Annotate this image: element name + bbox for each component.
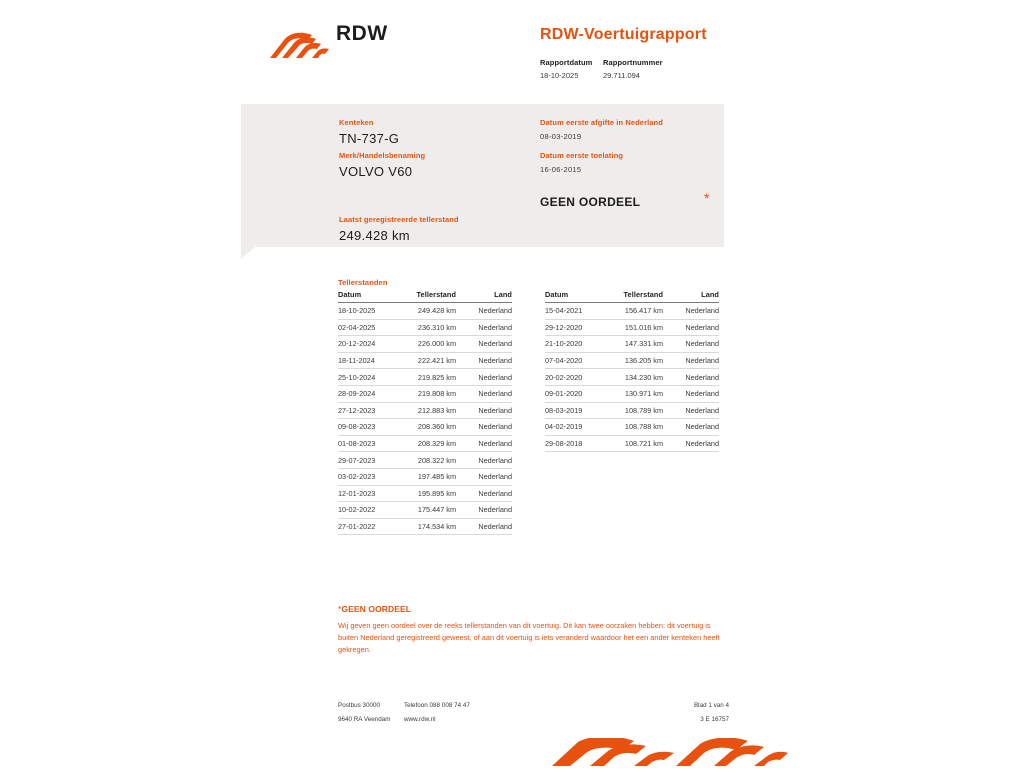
laatste-tellerstand-label: Laatst geregistreerde tellerstand (339, 215, 459, 224)
cell-land: Nederland (671, 319, 719, 336)
cell-datum: 02-04-2025 (338, 319, 397, 336)
cell-datum: 20-12-2024 (338, 336, 397, 353)
eerste-afgifte-label: Datum eerste afgifte in Nederland (540, 118, 663, 127)
cell-datum: 03-02-2023 (338, 468, 397, 485)
table-row (338, 419, 512, 436)
table-row (338, 468, 512, 485)
cell-tellerstand: 222.421 km (397, 352, 464, 369)
column-header-datum: Datum (545, 290, 604, 303)
cell-tellerstand: 130.971 km (604, 385, 671, 402)
kenteken-field (339, 118, 399, 146)
cell-land: Nederland (464, 402, 512, 419)
laatste-tellerstand-value: 249.428 km (339, 228, 410, 243)
cell-datum: 27-01-2022 (338, 518, 397, 535)
report-number-label: Rapportnummer (603, 58, 663, 67)
table-row (545, 336, 719, 353)
footnote-block (338, 604, 730, 656)
kenteken-value: TN-737-G (339, 131, 400, 146)
report-date-label: Rapportdatum (540, 58, 593, 67)
footnote-title (338, 604, 730, 614)
panel-corner-notch (241, 247, 255, 259)
cell-datum: 04-02-2019 (545, 419, 604, 436)
tellerstanden-title: Tellerstanden (338, 278, 388, 287)
column-header-tellerstand: Tellerstand (604, 290, 671, 303)
rdw-logo (268, 22, 428, 68)
cell-land: Nederland (464, 485, 512, 502)
cell-tellerstand: 208.360 km (397, 419, 464, 436)
cell-tellerstand: 108.789 km (604, 402, 671, 419)
merk-field (339, 151, 425, 179)
cell-land: Nederland (464, 369, 512, 386)
page-footer (338, 702, 730, 730)
cell-land: Nederland (671, 369, 719, 386)
cell-tellerstand: 208.322 km (397, 452, 464, 469)
cell-land: Nederland (464, 452, 512, 469)
table-header-row (338, 290, 512, 303)
cell-land: Nederland (464, 303, 512, 320)
table-row (545, 303, 719, 320)
eerste-toelating-value: 16-06-2015 (540, 165, 582, 174)
eerste-toelating-field (540, 151, 623, 174)
cell-datum: 29-08-2018 (545, 435, 604, 452)
cell-datum: 25-10-2024 (338, 369, 397, 386)
cell-land: Nederland (671, 435, 719, 452)
cell-tellerstand: 212.883 km (397, 402, 464, 419)
table-row (338, 369, 512, 386)
cell-datum: 21-10-2020 (545, 336, 604, 353)
cell-tellerstand: 219.825 km (397, 369, 464, 386)
table-row (338, 402, 512, 419)
cell-datum: 15-04-2021 (545, 303, 604, 320)
cell-land: Nederland (464, 385, 512, 402)
rdw-logo-text: RDW (336, 22, 388, 45)
table-row (545, 369, 719, 386)
cell-tellerstand: 108.788 km (604, 419, 671, 436)
cell-tellerstand: 147.331 km (604, 336, 671, 353)
table-row (545, 319, 719, 336)
cell-land: Nederland (464, 468, 512, 485)
footer-contact-line1: Telefoon 088 008 74 47 (404, 702, 470, 709)
tellerstanden-table-right (545, 290, 719, 452)
eerste-toelating-label: Datum eerste toelating (540, 151, 624, 160)
cell-land: Nederland (464, 518, 512, 535)
tellerstanden-table-left (338, 290, 512, 535)
table-row (338, 435, 512, 452)
footnote-star: * (338, 604, 342, 614)
cell-tellerstand: 249.428 km (397, 303, 464, 320)
cell-datum: 09-08-2023 (338, 419, 397, 436)
table-row (338, 485, 512, 502)
cell-land: Nederland (671, 385, 719, 402)
verdict-footnote-marker: * (704, 190, 710, 206)
column-header-datum: Datum (338, 290, 397, 303)
cell-datum: 07-04-2020 (545, 352, 604, 369)
cell-datum: 01-08-2023 (338, 435, 397, 452)
cell-datum: 27-12-2023 (338, 402, 397, 419)
table-row (545, 402, 719, 419)
table-row (338, 303, 512, 320)
cell-datum: 29-07-2023 (338, 452, 397, 469)
table-row (338, 452, 512, 469)
table-row (338, 352, 512, 369)
cell-land: Nederland (464, 419, 512, 436)
cell-land: Nederland (464, 336, 512, 353)
cell-land: Nederland (464, 319, 512, 336)
cell-land: Nederland (671, 402, 719, 419)
tellerstanden-right-body (545, 303, 719, 452)
cell-land: Nederland (464, 352, 512, 369)
cell-land: Nederland (671, 352, 719, 369)
footer-address-line2: 9640 RA Veendam (338, 716, 391, 723)
report-number-value: 29.711.094 (603, 71, 640, 80)
cell-land: Nederland (671, 303, 719, 320)
table-row (338, 336, 512, 353)
column-header-tellerstand: Tellerstand (397, 290, 464, 303)
footer-address-line1: Postbus 30000 (338, 702, 381, 709)
merk-label: Merk/Handelsbenaming (339, 151, 426, 160)
cell-tellerstand: 151.016 km (604, 319, 671, 336)
footer-doc-code: 3 E 16757 (700, 716, 729, 723)
column-header-land: Land (464, 290, 512, 303)
verdict-text: GEEN OORDEEL (540, 195, 641, 209)
cell-tellerstand: 226.000 km (397, 336, 464, 353)
cell-tellerstand: 208.329 km (397, 435, 464, 452)
cell-tellerstand: 219.808 km (397, 385, 464, 402)
cell-datum: 18-11-2024 (338, 352, 397, 369)
table-row (545, 419, 719, 436)
cell-datum: 10-02-2022 (338, 502, 397, 519)
cell-land: Nederland (671, 419, 719, 436)
table-row (545, 435, 719, 452)
table-row (338, 319, 512, 336)
rdw-logo-icon (268, 32, 330, 62)
cell-datum: 29-12-2020 (545, 319, 604, 336)
cell-datum: 20-02-2020 (545, 369, 604, 386)
table-row (338, 385, 512, 402)
cell-datum: 12-01-2023 (338, 485, 397, 502)
eerste-afgifte-field (540, 118, 663, 141)
eerste-afgifte-value: 08-03-2019 (540, 132, 582, 141)
cell-tellerstand: 236.310 km (397, 319, 464, 336)
cell-tellerstand: 134.230 km (604, 369, 671, 386)
laatste-tellerstand-field (339, 215, 459, 243)
table-row (545, 385, 719, 402)
cell-tellerstand: 136.205 km (604, 352, 671, 369)
vehicle-summary-panel (241, 104, 724, 247)
cell-datum: 08-03-2019 (545, 402, 604, 419)
cell-tellerstand: 175.447 km (397, 502, 464, 519)
cell-land: Nederland (671, 336, 719, 353)
table-row (545, 352, 719, 369)
cell-datum: 09-01-2020 (545, 385, 604, 402)
rdw-footer-logo-icon (548, 738, 788, 768)
kenteken-label: Kenteken (339, 118, 374, 127)
cell-land: Nederland (464, 502, 512, 519)
merk-value: VOLVO V60 (339, 164, 413, 179)
cell-tellerstand: 174.534 km (397, 518, 464, 535)
footnote-title-text: GEEN OORDEEL (341, 604, 412, 614)
cell-tellerstand: 197.485 km (397, 468, 464, 485)
table-header-row (545, 290, 719, 303)
report-date-value: 18-10-2025 (540, 71, 579, 80)
column-header-land: Land (671, 290, 719, 303)
cell-datum: 28-09-2024 (338, 385, 397, 402)
page-title: RDW-Voertuigrapport (540, 26, 707, 43)
cell-tellerstand: 156.417 km (604, 303, 671, 320)
table-row (338, 518, 512, 535)
cell-datum: 18-10-2025 (338, 303, 397, 320)
table-row (338, 502, 512, 519)
report-meta (540, 58, 800, 80)
cell-tellerstand: 195.895 km (397, 485, 464, 502)
cell-land: Nederland (464, 435, 512, 452)
cell-tellerstand: 108.721 km (604, 435, 671, 452)
tellerstanden-left-body (338, 303, 512, 535)
footer-page-info: Blad 1 van 4 (693, 702, 729, 709)
footer-website[interactable]: www.rdw.nl (404, 716, 436, 723)
footnote-body: Wij geven geen oordeel over de reeks tellerstanden van dit voertuig. Dit kan twee oorzaken hebben: dit voertuig is buiten Nederland geregistreerd geweest, of aan dit voertuig is iets veranderd waardoor het een ander kenteken heeft gekregen. (338, 621, 720, 654)
